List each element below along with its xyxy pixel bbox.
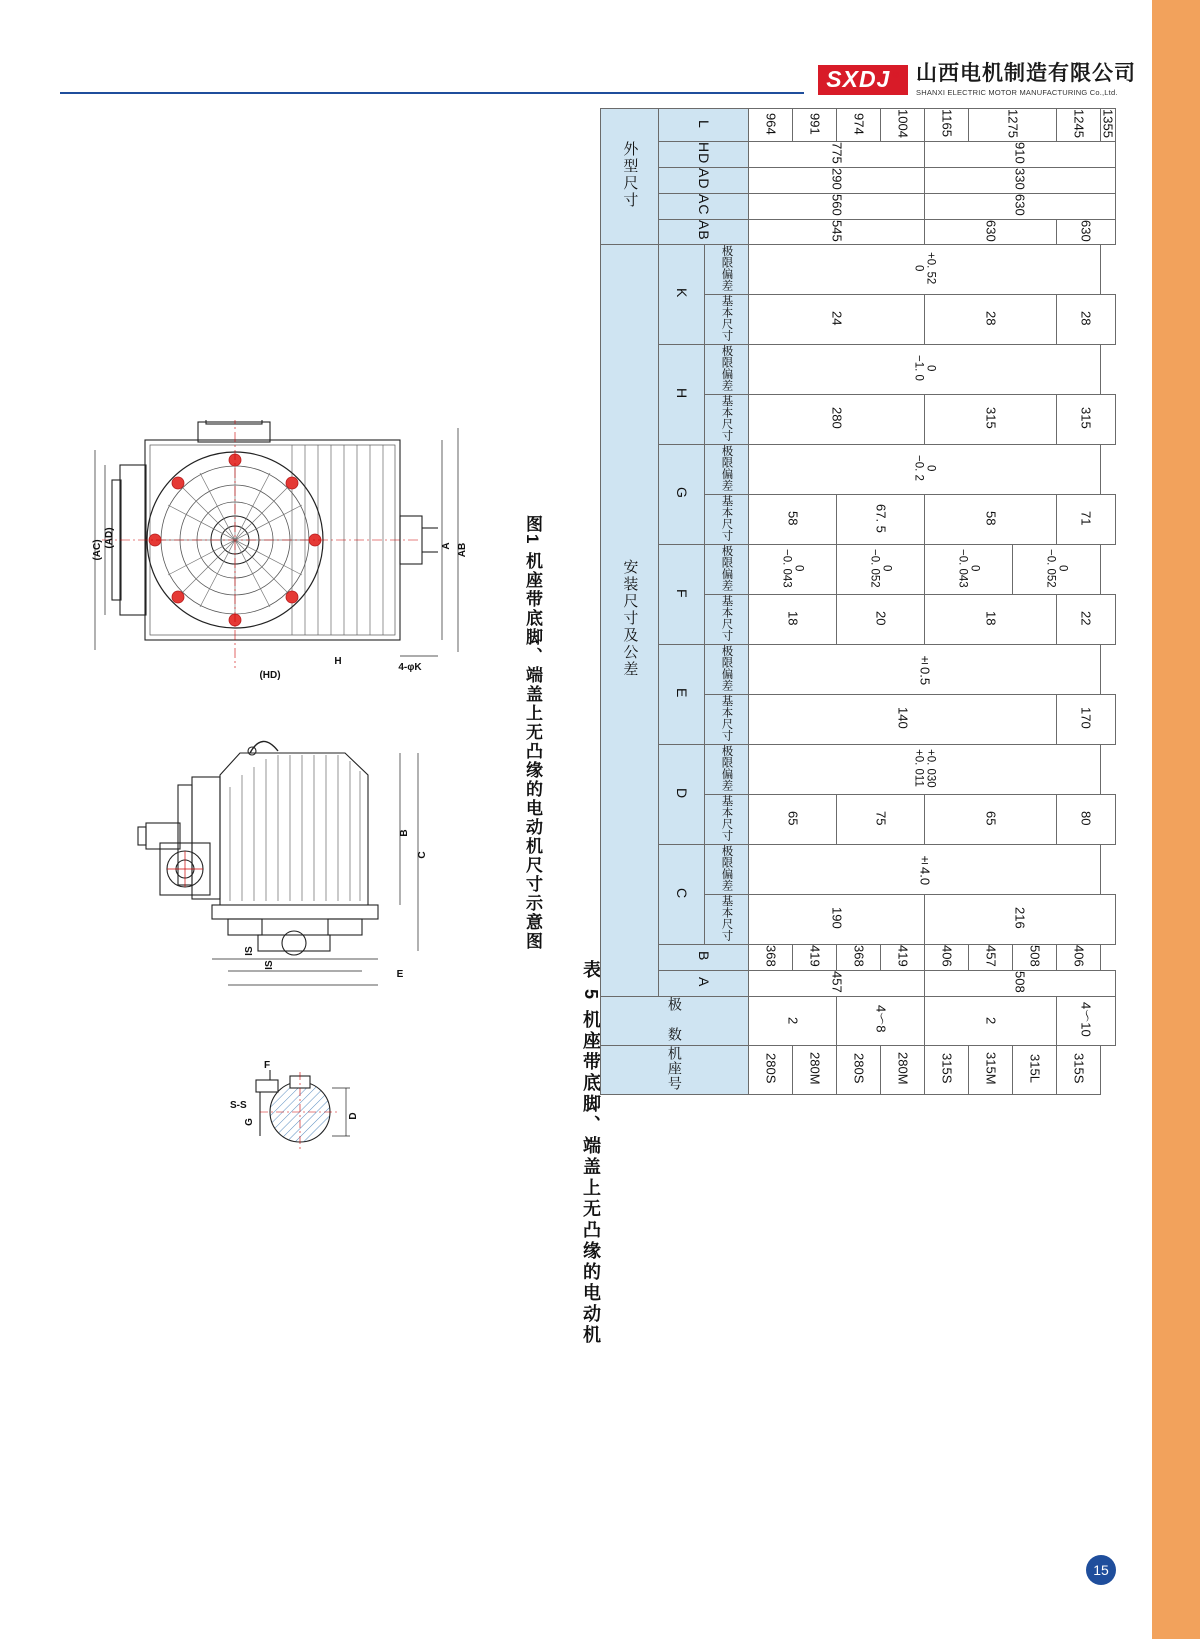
- cell-D-315-2p: 65: [925, 795, 1057, 845]
- cell-AC-280: 560: [749, 193, 925, 219]
- cell-B-5: 457: [969, 945, 1013, 971]
- column-header-C: C: [659, 845, 705, 945]
- cell-A-508: 508: [925, 970, 1116, 996]
- cell-H-tol-lower: −1. 0: [912, 355, 925, 382]
- cell-poles-0: 2: [749, 996, 837, 1045]
- table-row-AD: [601, 168, 1116, 194]
- table-row-B: [601, 945, 1116, 971]
- table-row-E-tol: [601, 645, 1116, 695]
- cell-AD-315: 330: [925, 168, 1116, 194]
- column-header-D: D: [659, 745, 705, 845]
- cell-B-3: 419: [881, 945, 925, 971]
- company-name-en: SHANXI ELECTRIC MOTOR MANUFACTURING Co.,Ltd.: [916, 87, 1118, 97]
- label-HD: (HD): [259, 670, 281, 680]
- cell-K-tol-lower: 0: [912, 265, 925, 272]
- cell-D-tol: [749, 745, 1101, 795]
- cell-G-315-2p: 58: [925, 495, 1057, 545]
- company-name-cn: 山西电机制造有限公司: [916, 62, 1136, 86]
- cell-F-280-4-8: 20: [837, 595, 925, 645]
- column-header-G: G: [659, 445, 705, 545]
- cell-L-315ML-4-10: 1355: [1101, 109, 1116, 142]
- cell-E-170: 170: [1057, 695, 1116, 745]
- label-G: G: [244, 1118, 255, 1126]
- label-B: B: [399, 829, 410, 837]
- cell-H-315-2p: 315: [925, 395, 1057, 445]
- column-header-E: E: [659, 645, 705, 745]
- cell-L-315S: 1165: [925, 109, 969, 142]
- cell-frame-4: 315S: [925, 1045, 969, 1094]
- label-IS-2: IS: [264, 960, 275, 970]
- label-AD: (AD): [104, 527, 115, 549]
- cell-H-280: 280: [749, 395, 925, 445]
- table-row-F-tol: [601, 545, 1116, 595]
- subheader-F-basic: 基本尺寸: [705, 595, 749, 645]
- table-row-AB: [601, 219, 1116, 245]
- cell-D-280-2p: 65: [749, 795, 837, 845]
- label-A: A: [441, 542, 452, 550]
- column-header-HD: HD: [659, 141, 749, 167]
- cell-frame-0: 280S: [749, 1045, 793, 1094]
- column-header-H: H: [659, 345, 705, 445]
- page-edge-strip: [1152, 0, 1200, 1639]
- cell-D-tol-upper: +0. 030: [924, 748, 937, 788]
- cell-G-280-4-8: 67. 5: [837, 495, 925, 545]
- subheader-E-basic: 基本尺寸: [705, 695, 749, 745]
- cell-E-tol: ±0.5: [749, 645, 1101, 695]
- cell-AC-315: 630: [925, 193, 1116, 219]
- label-H: H: [334, 656, 342, 667]
- table-row-L: [601, 109, 1116, 142]
- subheader-G-tol: 极限偏差: [705, 445, 749, 495]
- cell-HD-280: 775: [749, 141, 925, 167]
- cell-AB-315-2p: 630: [925, 219, 1057, 245]
- label-F: F: [264, 1060, 271, 1071]
- cell-frame-6: 315L: [1013, 1045, 1057, 1094]
- cell-poles-2: 2: [925, 996, 1057, 1045]
- column-header-F: F: [659, 545, 705, 645]
- cell-AB-280: 545: [749, 219, 925, 245]
- cell-A-457: 457: [749, 970, 925, 996]
- logo-text-block: [916, 63, 1140, 96]
- cell-AD-280: 290: [749, 168, 925, 194]
- cell-HD-315: 910: [925, 141, 1116, 167]
- cell-L-280M-4-8: 1004: [881, 109, 925, 142]
- label-AC: (AC): [92, 539, 103, 561]
- cell-F-315-2p: 18: [925, 595, 1057, 645]
- cell-H-tol-upper: 0: [924, 365, 937, 372]
- column-header-A: A: [659, 970, 749, 996]
- cell-C-190: 190: [749, 895, 925, 945]
- subheader-E-tol: 极限偏差: [705, 645, 749, 695]
- cell-frame-7: 315S: [1057, 1045, 1101, 1094]
- column-header-AB: AB: [659, 219, 749, 245]
- cell-L-280S: 964: [749, 109, 793, 142]
- column-header-K: K: [659, 245, 705, 345]
- cell-D-315-4-10: 80: [1057, 795, 1116, 845]
- column-header-poles: 极 数: [601, 996, 749, 1045]
- cell-frame-3: 280M: [881, 1045, 925, 1094]
- cell-frame-2: 280S: [837, 1045, 881, 1094]
- column-header-L: L: [659, 109, 749, 142]
- subheader-C-tol: 极限偏差: [705, 845, 749, 895]
- cell-AB-315-4-10: 630: [1057, 219, 1116, 245]
- table-caption: 表 5 机座带底脚、端盖上无凸缘的电动机: [581, 960, 601, 1347]
- cell-frame-5: 315M: [969, 1045, 1013, 1094]
- cell-F-tol-280-2p: 0 −0. 043: [749, 545, 837, 595]
- dimensions-table-grid: [600, 108, 1116, 1095]
- column-header-B: B: [659, 945, 749, 971]
- column-header-frame: 机座号: [601, 1045, 749, 1094]
- table-row-D-tol: [601, 745, 1116, 795]
- cell-G-tol-lower: −0. 2: [912, 455, 925, 482]
- group-header-outline: 外型尺寸: [601, 109, 659, 245]
- cell-B-4: 406: [925, 945, 969, 971]
- cell-H-tol: [749, 345, 1101, 395]
- cell-C-216: 216: [925, 895, 1116, 945]
- logo-mark-text: SXDJ: [826, 66, 891, 92]
- cell-H-315-4-10: 315: [1057, 395, 1116, 445]
- cell-G-tol: [749, 445, 1101, 495]
- table-row-HD: [601, 141, 1116, 167]
- cell-frame-1: 280M: [793, 1045, 837, 1094]
- table-row-AC: [601, 193, 1116, 219]
- cell-G-280-2p: 58: [749, 495, 837, 545]
- cell-K-280: 24: [749, 295, 925, 345]
- cell-G-315-4-10: 71: [1057, 495, 1116, 545]
- group-header-install: 安装尺寸及公差: [601, 245, 659, 996]
- cell-poles-1: 4～8: [837, 996, 925, 1045]
- registered-icon: ®: [892, 70, 900, 81]
- table-row-C-tol: [601, 845, 1116, 895]
- cell-D-tol-lower: +0. 011: [912, 749, 925, 788]
- company-logo: [804, 58, 1140, 102]
- cell-B-7: 406: [1057, 945, 1101, 971]
- cell-B-0: 368: [749, 945, 793, 971]
- figure-caption: 图1 机座带底脚、端盖上无凸缘的电动机尺寸示意图: [523, 515, 542, 952]
- cell-B-6: 508: [1013, 945, 1057, 971]
- cell-C-tol: ±4.0: [749, 845, 1101, 895]
- subheader-H-basic: 基本尺寸: [705, 395, 749, 445]
- cell-F-tol-315-2p: 0 −0. 043: [925, 545, 1013, 595]
- label-SS: S-S: [230, 1100, 247, 1111]
- subheader-D-tol: 极限偏差: [705, 745, 749, 795]
- subheader-D-basic: 基本尺寸: [705, 795, 749, 845]
- subheader-K-basic: 基本尺寸: [705, 295, 749, 345]
- cell-poles-3: 4～10: [1057, 996, 1116, 1045]
- cell-G-tol-upper: 0: [924, 465, 937, 472]
- cell-K-315-4-10: 28: [1057, 295, 1116, 345]
- cell-F-tol-280-4-8: 0 −0. 052: [837, 545, 925, 595]
- label-K: 4-φK: [398, 662, 422, 673]
- motor-top-view-drawing: [90, 420, 490, 680]
- label-D: D: [348, 1112, 359, 1120]
- motor-side-view-drawing: [100, 715, 500, 1005]
- column-header-AD: AD: [659, 168, 749, 194]
- cell-B-1: 419: [793, 945, 837, 971]
- cell-F-315-4-10: 22: [1057, 595, 1116, 645]
- table-row-H-tol: [601, 345, 1116, 395]
- shaft-section-drawing: [200, 1050, 390, 1170]
- label-IS-1: IS: [244, 946, 255, 956]
- cell-L-315ML: 1275: [969, 109, 1057, 142]
- label-E: E: [396, 969, 404, 980]
- cell-D-280-4-8: 75: [837, 795, 925, 845]
- cell-F-280-2p: 18: [749, 595, 837, 645]
- page-number: 15: [1086, 1555, 1116, 1585]
- page-header: [60, 62, 1140, 112]
- subheader-G-basic: 基本尺寸: [705, 495, 749, 545]
- subheader-C-basic: 基本尺寸: [705, 895, 749, 945]
- cell-L-315S-4-10: 1245: [1057, 109, 1101, 142]
- subheader-K-tol: 极限偏差: [705, 245, 749, 295]
- logo-mark-icon: [818, 65, 908, 95]
- label-AB: AB: [457, 542, 468, 558]
- cell-K-315-2p: 28: [925, 295, 1057, 345]
- table-row-poles: [601, 996, 1116, 1045]
- cell-F-tol-315-4-10: 0 −0. 052: [1013, 545, 1101, 595]
- cell-E-140: 140: [749, 695, 1057, 745]
- table-row-K-tol: [601, 245, 1116, 295]
- dimensions-table: [600, 108, 1116, 1095]
- column-header-AC: AC: [659, 193, 749, 219]
- cell-K-tol: [749, 245, 1101, 295]
- label-C: C: [417, 851, 428, 859]
- table-row-frames: [601, 1045, 1116, 1094]
- cell-L-280M: 991: [793, 109, 837, 142]
- cell-L-280S-4-8: 974: [837, 109, 881, 142]
- subheader-F-tol: 极限偏差: [705, 545, 749, 595]
- figure-area: [70, 420, 601, 1540]
- table-row-G-tol: [601, 445, 1116, 495]
- table-row-A: [601, 970, 1116, 996]
- subheader-H-tol: 极限偏差: [705, 345, 749, 395]
- cell-B-2: 368: [837, 945, 881, 971]
- cell-K-tol-upper: +0. 52: [924, 252, 937, 285]
